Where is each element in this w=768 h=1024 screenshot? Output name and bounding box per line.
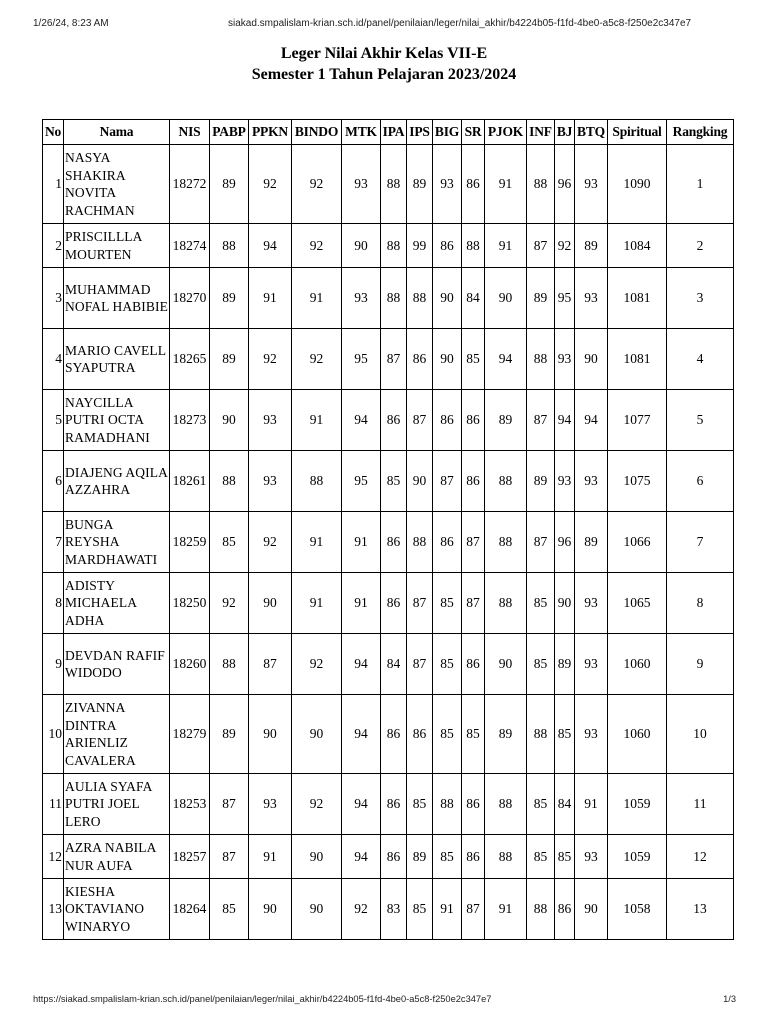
cell-ips: 87 <box>407 634 433 695</box>
col-header-spiritual: Spiritual <box>608 120 667 145</box>
table-row <box>43 329 734 390</box>
cell-rangking: 7 <box>667 512 734 573</box>
table-row <box>43 774 734 835</box>
cell-pabp: 87 <box>210 835 249 879</box>
table-row <box>43 695 734 774</box>
table-row <box>43 634 734 695</box>
col-header-big: BIG <box>433 120 462 145</box>
cell-pjok: 88 <box>485 573 527 634</box>
cell-bj: 93 <box>555 451 575 512</box>
cell-ipa: 86 <box>381 390 407 451</box>
cell-bindo: 90 <box>292 695 342 774</box>
document-subtitle: Semester 1 Tahun Pelajaran 2023/2024 <box>251 66 517 83</box>
cell-pabp: 88 <box>210 634 249 695</box>
cell-inf: 87 <box>527 390 555 451</box>
cell-bj: 95 <box>555 268 575 329</box>
cell-big: 87 <box>433 451 462 512</box>
cell-nama: ADISTY MICHAELA ADHA <box>64 573 170 634</box>
cell-inf: 85 <box>527 573 555 634</box>
cell-ips: 86 <box>407 329 433 390</box>
cell-nis: 18259 <box>170 512 210 573</box>
cell-rangking: 13 <box>667 879 734 940</box>
cell-inf: 85 <box>527 835 555 879</box>
cell-ipa: 88 <box>381 224 407 268</box>
cell-sr: 85 <box>462 329 485 390</box>
cell-pjok: 89 <box>485 695 527 774</box>
cell-bindo: 91 <box>292 390 342 451</box>
cell-no: 12 <box>43 835 64 879</box>
cell-ppkn: 94 <box>249 224 292 268</box>
cell-inf: 88 <box>527 695 555 774</box>
cell-ppkn: 92 <box>249 329 292 390</box>
cell-nis: 18265 <box>170 329 210 390</box>
cell-btq: 93 <box>575 451 608 512</box>
cell-no: 8 <box>43 573 64 634</box>
cell-nis: 18261 <box>170 451 210 512</box>
cell-sr: 86 <box>462 835 485 879</box>
cell-inf: 85 <box>527 634 555 695</box>
cell-sr: 87 <box>462 512 485 573</box>
cell-ipa: 84 <box>381 634 407 695</box>
cell-ipa: 88 <box>381 268 407 329</box>
table-header-row <box>43 120 734 145</box>
cell-big: 85 <box>433 573 462 634</box>
cell-ips: 87 <box>407 390 433 451</box>
cell-bindo: 90 <box>292 835 342 879</box>
cell-rangking: 3 <box>667 268 734 329</box>
cell-rangking: 11 <box>667 774 734 835</box>
cell-inf: 88 <box>527 879 555 940</box>
cell-rangking: 12 <box>667 835 734 879</box>
cell-nis: 18273 <box>170 390 210 451</box>
col-header-ipa: IPA <box>381 120 407 145</box>
cell-nama: NAYCILLA PUTRI OCTA RAMADHANI <box>64 390 170 451</box>
cell-nama: AULIA SYAFA PUTRI JOEL LERO <box>64 774 170 835</box>
cell-rangking: 1 <box>667 145 734 224</box>
cell-nama: BUNGA REYSHA MARDHAWATI <box>64 512 170 573</box>
cell-pabp: 88 <box>210 224 249 268</box>
table-row <box>43 512 734 573</box>
cell-ipa: 86 <box>381 774 407 835</box>
cell-no: 3 <box>43 268 64 329</box>
cell-mtk: 94 <box>342 774 381 835</box>
cell-btq: 94 <box>575 390 608 451</box>
cell-spiritual: 1075 <box>608 451 667 512</box>
cell-bindo: 91 <box>292 573 342 634</box>
table-row <box>43 573 734 634</box>
table-body <box>43 145 734 940</box>
cell-pjok: 88 <box>485 774 527 835</box>
print-url: https://siakad.smpalislam-krian.sch.id/panel/penilaian/leger/nilai_akhir/b4224b05-f1fd-4be0-a5c8-f250e2c347e7 <box>33 994 492 1004</box>
cell-nama: ZIVANNA DINTRA ARIENLIZ CAVALERA <box>64 695 170 774</box>
cell-ips: 99 <box>407 224 433 268</box>
cell-ppkn: 91 <box>249 268 292 329</box>
cell-inf: 87 <box>527 512 555 573</box>
cell-pjok: 90 <box>485 268 527 329</box>
cell-mtk: 95 <box>342 329 381 390</box>
cell-pjok: 91 <box>485 145 527 224</box>
cell-pabp: 89 <box>210 268 249 329</box>
cell-sr: 86 <box>462 634 485 695</box>
cell-ipa: 88 <box>381 145 407 224</box>
cell-big: 90 <box>433 329 462 390</box>
cell-spiritual: 1058 <box>608 879 667 940</box>
cell-spiritual: 1066 <box>608 512 667 573</box>
cell-nama: PRISCILLLA MOURTEN <box>64 224 170 268</box>
cell-bindo: 91 <box>292 512 342 573</box>
cell-ppkn: 93 <box>249 451 292 512</box>
cell-ipa: 86 <box>381 835 407 879</box>
cell-ipa: 86 <box>381 512 407 573</box>
cell-rangking: 8 <box>667 573 734 634</box>
cell-ppkn: 93 <box>249 390 292 451</box>
cell-nama: DIAJENG AQILA AZZAHRA <box>64 451 170 512</box>
cell-mtk: 93 <box>342 145 381 224</box>
cell-big: 85 <box>433 695 462 774</box>
cell-bindo: 88 <box>292 451 342 512</box>
cell-mtk: 94 <box>342 835 381 879</box>
cell-bj: 94 <box>555 390 575 451</box>
cell-mtk: 93 <box>342 268 381 329</box>
col-header-bj: BJ <box>555 120 575 145</box>
cell-bindo: 92 <box>292 634 342 695</box>
cell-ppkn: 91 <box>249 835 292 879</box>
cell-mtk: 94 <box>342 695 381 774</box>
cell-pabp: 92 <box>210 573 249 634</box>
cell-ipa: 87 <box>381 329 407 390</box>
cell-btq: 93 <box>575 835 608 879</box>
cell-btq: 93 <box>575 268 608 329</box>
cell-btq: 89 <box>575 512 608 573</box>
cell-pabp: 85 <box>210 512 249 573</box>
cell-ips: 90 <box>407 451 433 512</box>
col-header-ppkn: PPKN <box>249 120 292 145</box>
cell-inf: 88 <box>527 329 555 390</box>
cell-spiritual: 1059 <box>608 774 667 835</box>
col-header-pjok: PJOK <box>485 120 527 145</box>
cell-big: 88 <box>433 774 462 835</box>
col-header-sr: SR <box>462 120 485 145</box>
cell-ppkn: 93 <box>249 774 292 835</box>
cell-mtk: 92 <box>342 879 381 940</box>
print-page-title: siakad.smpalislam-krian.sch.id/panel/penilaian/leger/nilai_akhir/b4224b05-f1fd-4be0-a5c8-f250e2c347e7 <box>228 18 692 29</box>
cell-ips: 88 <box>407 512 433 573</box>
cell-big: 85 <box>433 835 462 879</box>
table-row <box>43 145 734 224</box>
table-row <box>43 224 734 268</box>
cell-no: 9 <box>43 634 64 695</box>
cell-mtk: 94 <box>342 390 381 451</box>
col-header-mtk: MTK <box>342 120 381 145</box>
cell-rangking: 6 <box>667 451 734 512</box>
cell-bindo: 92 <box>292 224 342 268</box>
cell-ppkn: 92 <box>249 145 292 224</box>
cell-inf: 88 <box>527 145 555 224</box>
cell-sr: 86 <box>462 774 485 835</box>
cell-ppkn: 87 <box>249 634 292 695</box>
cell-inf: 87 <box>527 224 555 268</box>
cell-ppkn: 92 <box>249 512 292 573</box>
cell-no: 6 <box>43 451 64 512</box>
cell-nama: MARIO CAVELL SYAPUTRA <box>64 329 170 390</box>
cell-nis: 18272 <box>170 145 210 224</box>
cell-no: 1 <box>43 145 64 224</box>
cell-rangking: 10 <box>667 695 734 774</box>
cell-ipa: 83 <box>381 879 407 940</box>
cell-btq: 89 <box>575 224 608 268</box>
cell-ipa: 86 <box>381 695 407 774</box>
cell-big: 86 <box>433 512 462 573</box>
cell-nama: DEVDAN RAFIF WIDODO <box>64 634 170 695</box>
cell-sr: 86 <box>462 451 485 512</box>
cell-nama: KIESHA OKTAVIANO WINARYO <box>64 879 170 940</box>
cell-inf: 85 <box>527 774 555 835</box>
cell-sr: 87 <box>462 879 485 940</box>
table-row <box>43 268 734 329</box>
cell-no: 5 <box>43 390 64 451</box>
cell-mtk: 91 <box>342 573 381 634</box>
cell-pjok: 89 <box>485 390 527 451</box>
cell-nis: 18270 <box>170 268 210 329</box>
col-header-bindo: BINDO <box>292 120 342 145</box>
cell-big: 91 <box>433 879 462 940</box>
cell-spiritual: 1077 <box>608 390 667 451</box>
cell-spiritual: 1060 <box>608 695 667 774</box>
cell-bj: 96 <box>555 512 575 573</box>
cell-mtk: 94 <box>342 634 381 695</box>
cell-bindo: 92 <box>292 774 342 835</box>
print-page-counter: 1/3 <box>723 994 736 1004</box>
cell-btq: 93 <box>575 695 608 774</box>
cell-ips: 88 <box>407 268 433 329</box>
cell-sr: 86 <box>462 390 485 451</box>
leger-table <box>42 119 734 940</box>
cell-big: 86 <box>433 390 462 451</box>
document-title: Leger Nilai Akhir Kelas VII-E <box>280 45 488 62</box>
cell-big: 85 <box>433 634 462 695</box>
cell-pabp: 87 <box>210 774 249 835</box>
cell-btq: 93 <box>575 145 608 224</box>
cell-sr: 88 <box>462 224 485 268</box>
cell-mtk: 95 <box>342 451 381 512</box>
cell-sr: 85 <box>462 695 485 774</box>
cell-nama: NASYA SHAKIRA NOVITA RACHMAN <box>64 145 170 224</box>
cell-spiritual: 1090 <box>608 145 667 224</box>
cell-bj: 85 <box>555 835 575 879</box>
cell-pjok: 90 <box>485 634 527 695</box>
cell-nis: 18279 <box>170 695 210 774</box>
cell-no: 2 <box>43 224 64 268</box>
cell-pjok: 94 <box>485 329 527 390</box>
cell-no: 11 <box>43 774 64 835</box>
cell-sr: 87 <box>462 573 485 634</box>
col-header-nama: Nama <box>64 120 170 145</box>
cell-btq: 93 <box>575 573 608 634</box>
cell-pabp: 88 <box>210 451 249 512</box>
cell-nis: 18264 <box>170 879 210 940</box>
cell-bj: 86 <box>555 879 575 940</box>
cell-spiritual: 1084 <box>608 224 667 268</box>
cell-pjok: 88 <box>485 512 527 573</box>
cell-ipa: 85 <box>381 451 407 512</box>
col-header-pabp: PABP <box>210 120 249 145</box>
cell-ppkn: 90 <box>249 879 292 940</box>
print-datetime: 1/26/24, 8:23 AM <box>33 18 109 29</box>
cell-pjok: 91 <box>485 224 527 268</box>
cell-ipa: 86 <box>381 573 407 634</box>
cell-bj: 90 <box>555 573 575 634</box>
cell-ips: 85 <box>407 879 433 940</box>
cell-pjok: 88 <box>485 451 527 512</box>
cell-pabp: 89 <box>210 329 249 390</box>
cell-inf: 89 <box>527 268 555 329</box>
cell-bj: 92 <box>555 224 575 268</box>
cell-rangking: 9 <box>667 634 734 695</box>
cell-nis: 18250 <box>170 573 210 634</box>
cell-nis: 18274 <box>170 224 210 268</box>
col-header-rangking: Rangking <box>667 120 734 145</box>
cell-bindo: 90 <box>292 879 342 940</box>
cell-btq: 90 <box>575 879 608 940</box>
cell-btq: 93 <box>575 634 608 695</box>
col-header-btq: BTQ <box>575 120 608 145</box>
cell-ppkn: 90 <box>249 695 292 774</box>
col-header-ips: IPS <box>407 120 433 145</box>
cell-nis: 18257 <box>170 835 210 879</box>
cell-pabp: 85 <box>210 879 249 940</box>
col-header-no: No <box>43 120 64 145</box>
cell-ips: 89 <box>407 145 433 224</box>
cell-ips: 85 <box>407 774 433 835</box>
cell-rangking: 2 <box>667 224 734 268</box>
cell-inf: 89 <box>527 451 555 512</box>
cell-ips: 87 <box>407 573 433 634</box>
cell-bj: 84 <box>555 774 575 835</box>
cell-bj: 93 <box>555 329 575 390</box>
cell-pjok: 91 <box>485 879 527 940</box>
cell-big: 93 <box>433 145 462 224</box>
cell-pjok: 88 <box>485 835 527 879</box>
cell-pabp: 90 <box>210 390 249 451</box>
cell-pabp: 89 <box>210 695 249 774</box>
cell-no: 7 <box>43 512 64 573</box>
cell-bj: 89 <box>555 634 575 695</box>
cell-ppkn: 90 <box>249 573 292 634</box>
cell-no: 4 <box>43 329 64 390</box>
cell-ips: 89 <box>407 835 433 879</box>
cell-spiritual: 1065 <box>608 573 667 634</box>
cell-rangking: 5 <box>667 390 734 451</box>
cell-nama: MUHAMMAD NOFAL HABIBIE <box>64 268 170 329</box>
table-row <box>43 879 734 940</box>
col-header-inf: INF <box>527 120 555 145</box>
table-row <box>43 451 734 512</box>
cell-spiritual: 1081 <box>608 329 667 390</box>
table-row <box>43 835 734 879</box>
cell-spiritual: 1059 <box>608 835 667 879</box>
cell-big: 90 <box>433 268 462 329</box>
cell-bindo: 91 <box>292 268 342 329</box>
cell-bindo: 92 <box>292 329 342 390</box>
cell-spiritual: 1060 <box>608 634 667 695</box>
cell-no: 10 <box>43 695 64 774</box>
table-row <box>43 390 734 451</box>
cell-nis: 18260 <box>170 634 210 695</box>
col-header-nis: NIS <box>170 120 210 145</box>
cell-big: 86 <box>433 224 462 268</box>
cell-no: 13 <box>43 879 64 940</box>
cell-spiritual: 1081 <box>608 268 667 329</box>
cell-sr: 86 <box>462 145 485 224</box>
cell-bindo: 92 <box>292 145 342 224</box>
cell-nama: AZRA NABILA NUR AUFA <box>64 835 170 879</box>
cell-bj: 85 <box>555 695 575 774</box>
cell-nis: 18253 <box>170 774 210 835</box>
cell-pabp: 89 <box>210 145 249 224</box>
cell-mtk: 91 <box>342 512 381 573</box>
cell-mtk: 90 <box>342 224 381 268</box>
cell-btq: 90 <box>575 329 608 390</box>
cell-ips: 86 <box>407 695 433 774</box>
cell-bj: 96 <box>555 145 575 224</box>
cell-btq: 91 <box>575 774 608 835</box>
cell-rangking: 4 <box>667 329 734 390</box>
cell-sr: 84 <box>462 268 485 329</box>
